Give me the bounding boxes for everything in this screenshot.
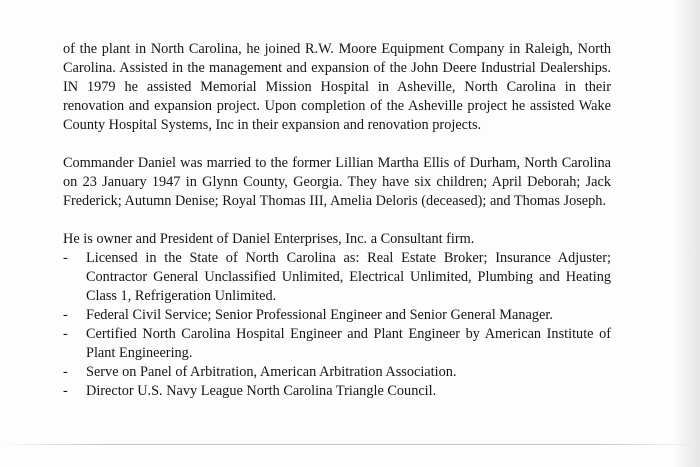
paragraph-career: of the plant in North Carolina, he joined R.W. Moore Equipment Company in Raleigh, North Carolina. Assisted in the management and expansion of the John Deere Industrial Dealerships. IN 1979 he assisted Memorial Mission Hospital in Asheville, North Carolina in their renovation and expansion project. Upon completion of the Asheville project he assisted Wake County Hospital Systems, Inc in their expansion and renovation projects.	[63, 41, 611, 133]
list-item-text: Federal Civil Service; Senior Professional Engineer and Senior General Manager.	[86, 307, 553, 323]
paragraph-business: He is owner and President of Daniel Enterprises, Inc. a Consultant firm.	[63, 231, 475, 247]
bullet-dash: -	[63, 326, 68, 342]
list-item-text: Certified North Carolina Hospital Engineer and Plant Engineer by American Institute of Plant Engineering.	[86, 326, 611, 361]
bullet-dash: -	[63, 307, 68, 323]
list-item	[63, 382, 611, 401]
bullet-dash: -	[63, 364, 68, 380]
list-item	[63, 306, 611, 325]
list-item	[63, 325, 611, 363]
document-body	[63, 40, 611, 401]
list-item-text: Serve on Panel of Arbitration, American Arbitration Association.	[86, 364, 457, 380]
bullet-dash: -	[63, 383, 68, 399]
list-item-text: Licensed in the State of North Carolina as: Real Estate Broker; Insurance Adjuster; Contractor General Unclassified Unlimited, Electrical Unlimited, Plumbing and Heating Class 1, Refrigeration Unlimited.	[86, 250, 611, 304]
scan-edge-shadow	[672, 0, 700, 467]
list-item	[63, 249, 611, 306]
paragraph-marriage: Commander Daniel was married to the former Lillian Martha Ellis of Durham, North Carolina on 23 January 1947 in Glynn County, Georgia. They have six children; April Deborah; Jack Frederick; Autumn Denise; Royal Thomas III, Amelia Deloris (deceased); and Thomas Joseph.	[63, 155, 611, 209]
credentials-list	[63, 249, 611, 401]
footer-divider	[0, 444, 700, 445]
bullet-dash: -	[63, 250, 68, 266]
list-item-text: Director U.S. Navy League North Carolina Triangle Council.	[86, 383, 437, 399]
list-item	[63, 363, 611, 382]
